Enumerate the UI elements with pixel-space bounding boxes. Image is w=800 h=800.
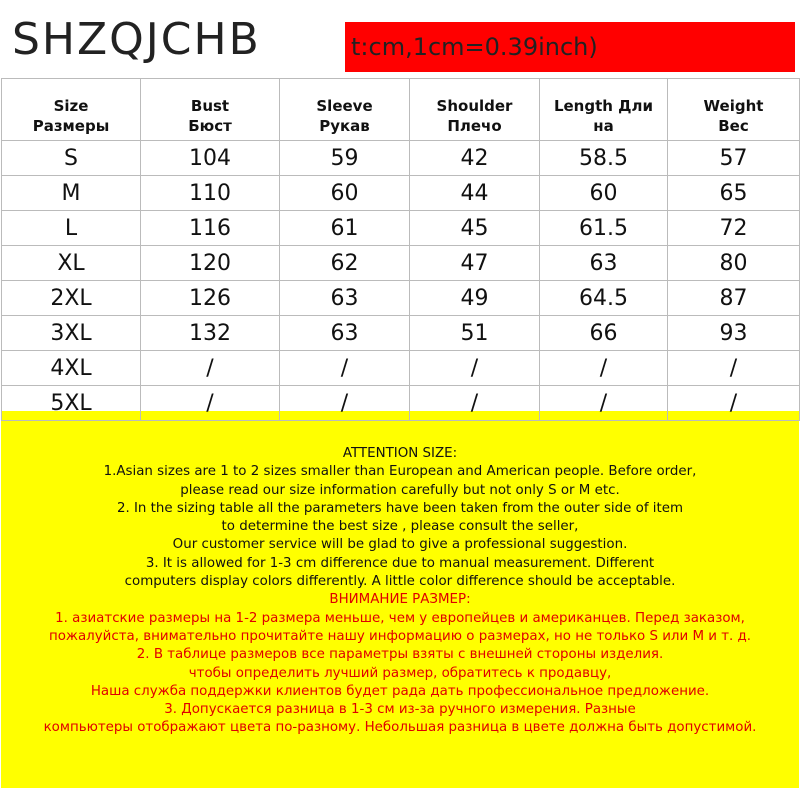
measurement-cell: / [410, 351, 540, 386]
brand-watermark: SHZQJCHB [12, 14, 261, 65]
column-header-ru: Бюст [188, 117, 232, 135]
size-cell: 2XL [2, 281, 141, 316]
measurement-cell: 110 [141, 176, 280, 211]
notice-line-ru: 1. азиатские размеры на 1-2 размера меньше, чем у европейцев и американцев. Перед заказом, [55, 610, 745, 626]
measurement-cell: 44 [410, 176, 540, 211]
column-header [668, 79, 800, 141]
table-row [2, 141, 800, 176]
measurement-cell: 57 [668, 141, 800, 176]
notice-line-ru: ВНИМАНИЕ РАЗМЕР: [329, 592, 471, 608]
notice-line-en: Our customer service will be glad to give a professional suggestion. [172, 537, 628, 553]
column-header-en: Length Дли [553, 97, 654, 115]
measurement-cell: 51 [410, 316, 540, 351]
measurement-cell: 132 [141, 316, 280, 351]
table-header-row [2, 79, 800, 141]
notice-line-ru: 3. Допускается разница в 1-3 см из-за ручного измерения. Разные [164, 702, 636, 718]
notice-line-en: computers display colors differently. A little color difference should be acceptable. [124, 574, 676, 590]
notice-russian [1, 591, 799, 737]
notice-line-en: ATTENTION SIZE: [342, 446, 458, 461]
banner [0, 0, 800, 90]
size-cell: 5XL [2, 386, 141, 421]
notice-line-en: 2. In the sizing table all the parameters have been taken from the outer side of item [116, 500, 684, 516]
unit-note: t:cm,1cm=0.39inch) [351, 33, 598, 61]
column-header-ru: Плечо [447, 117, 502, 135]
unit-note-bar [345, 22, 795, 72]
measurement-cell: 59 [280, 141, 410, 176]
measurement-cell: 65 [668, 176, 800, 211]
notice-line-en: 3. It is allowed for 1-3 cm difference due to manual measurement. Different [145, 555, 655, 571]
measurement-cell: / [540, 351, 668, 386]
column-header [540, 79, 668, 141]
measurement-cell: 63 [280, 316, 410, 351]
measurement-cell: 63 [280, 281, 410, 316]
measurement-cell: 60 [540, 176, 668, 211]
size-cell: M [2, 176, 141, 211]
table-row [2, 386, 800, 421]
measurement-cell: 87 [668, 281, 800, 316]
notice-line-en: to determine the best size , please consult the seller, [221, 519, 579, 535]
notice-line-en: 1.Asian sizes are 1 to 2 sizes smaller than European and American people. Before order, [103, 464, 697, 480]
measurement-cell: / [280, 386, 410, 421]
measurement-cell: 72 [668, 211, 800, 246]
column-header [280, 79, 410, 141]
column-header-en: Bust [190, 97, 230, 115]
measurement-cell: 126 [141, 281, 280, 316]
measurement-cell: / [668, 386, 800, 421]
notice-line-en: please read our size information carefully but not only S or M etc. [180, 482, 620, 498]
size-cell: 4XL [2, 351, 141, 386]
measurement-cell: / [141, 351, 280, 386]
table-row [2, 316, 800, 351]
column-header [141, 79, 280, 141]
table-body [2, 141, 800, 421]
column-header-en: Sleeve [316, 97, 373, 115]
table-row [2, 176, 800, 211]
notice-line-ru: 2. В таблице размеров все параметры взяты с внешней стороны изделия. [136, 647, 664, 663]
measurement-cell: / [668, 351, 800, 386]
measurement-cell: 61.5 [540, 211, 668, 246]
measurement-cell: / [280, 351, 410, 386]
size-cell: XL [2, 246, 141, 281]
notice-line-ru: пожалуйста, внимательно прочитайте нашу информацию о размерах, но не только S или M и т. д. [48, 628, 752, 644]
measurement-cell: 60 [280, 176, 410, 211]
column-header-ru: на [593, 117, 614, 135]
column-header-ru: Размеры [32, 117, 110, 135]
measurement-cell: / [141, 386, 280, 421]
measurement-cell: 116 [141, 211, 280, 246]
size-cell: 3XL [2, 316, 141, 351]
notice-line-ru: чтобы определить лучший размер, обратитесь к продавцу, [188, 665, 612, 681]
column-header [410, 79, 540, 141]
attention-notice [1, 411, 799, 788]
size-cell: S [2, 141, 141, 176]
notice-line-ru: Наша служба поддержки клиентов будет рада дать профессиональное предложение. [90, 683, 710, 699]
measurement-cell: 63 [540, 246, 668, 281]
measurement-cell: 80 [668, 246, 800, 281]
measurement-cell: 45 [410, 211, 540, 246]
size-table [1, 78, 800, 421]
measurement-cell: 66 [540, 316, 668, 351]
notice-line-ru: компьютеры отображают цвета по-разному. Небольшая разница в цвете должна быть допустимой. [43, 720, 757, 736]
column-header-en: Shoulder [436, 97, 513, 115]
table-row [2, 246, 800, 281]
measurement-cell: 61 [280, 211, 410, 246]
table-row [2, 281, 800, 316]
measurement-cell: 62 [280, 246, 410, 281]
measurement-cell: / [540, 386, 668, 421]
measurement-cell: 47 [410, 246, 540, 281]
measurement-cell: / [410, 386, 540, 421]
column-header-ru: Вес [718, 117, 749, 135]
table-row [2, 351, 800, 386]
measurement-cell: 64.5 [540, 281, 668, 316]
measurement-cell: 42 [410, 141, 540, 176]
measurement-cell: 104 [141, 141, 280, 176]
column-header-en: Weight [703, 97, 764, 115]
measurement-cell: 93 [668, 316, 800, 351]
column-header-ru: Рукав [319, 117, 370, 135]
measurement-cell: 58.5 [540, 141, 668, 176]
size-cell: L [2, 211, 141, 246]
column-header-en: Size [53, 97, 89, 115]
notice-english [1, 445, 799, 591]
table-row [2, 211, 800, 246]
column-header [2, 79, 141, 141]
measurement-cell: 49 [410, 281, 540, 316]
measurement-cell: 120 [141, 246, 280, 281]
